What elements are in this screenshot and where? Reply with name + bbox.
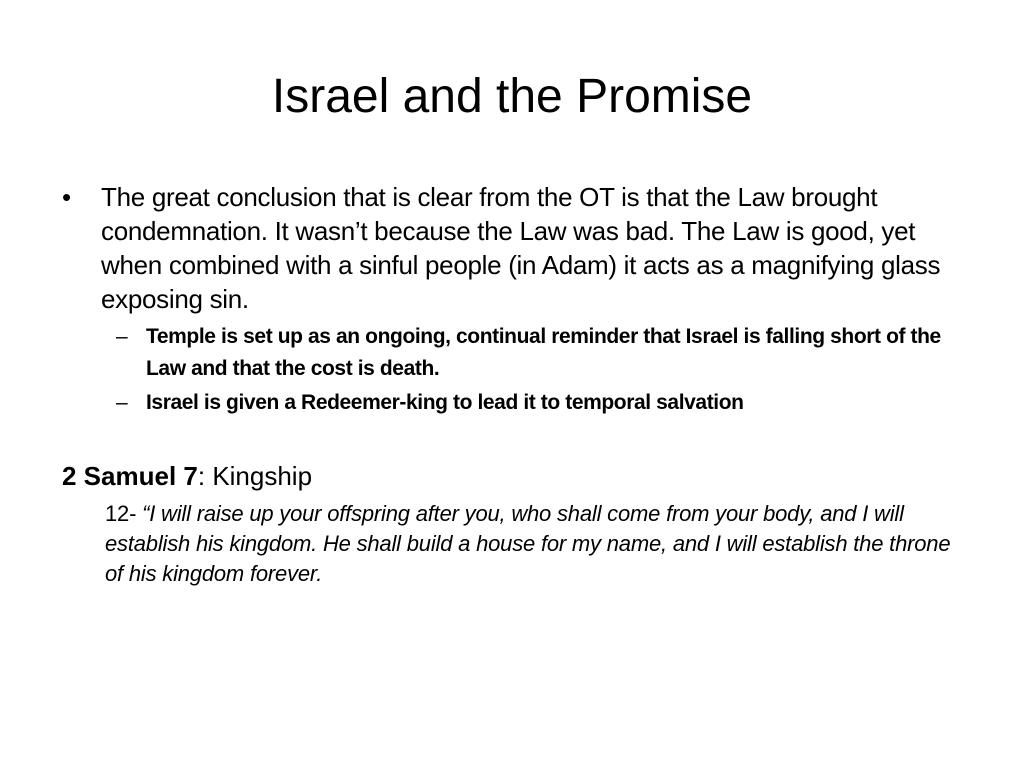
sub-bullet-temple-text: Temple is set up as an ongoing, continual reminder that Israel is falling short of the Law and that the cost is death. [146,325,941,380]
reference-book-chapter: 2 Samuel 7 [62,461,198,491]
reference-separator: : [197,461,213,491]
bullet-main [62,180,972,316]
sub-bullet-marker: – [116,391,128,414]
scripture-reference [62,459,972,493]
bullet-main-text: The great conclusion that is clear from the OT is that the Law brought condemnation. It wasn’t because the Law was bad. The Law is good, yet when combined with a sinful people (in Adam) it acts as a magnifying glass exposing sin. [101,182,941,314]
verse-quote-block [62,499,972,589]
sub-bullet-marker: – [116,325,128,348]
bullet-marker: • [62,182,71,212]
slide-title: Israel and the Promise [271,70,753,123]
reference-topic: Kingship [212,461,313,491]
slide-body [62,180,972,589]
verse-quote-text: “I will raise up your offspring after you, who shall come from your body, and I will establish his kingdom. He shall build a house for my name, and I will establish the throne of his kingdom forever. [105,501,951,586]
sub-bullet-redeemer-text: Israel is given a Redeemer-king to lead it to temporal salvation [146,391,744,414]
sub-bullet-temple [62,321,972,385]
sub-bullet-redeemer [62,387,972,419]
verse-number: 12- [105,501,143,526]
